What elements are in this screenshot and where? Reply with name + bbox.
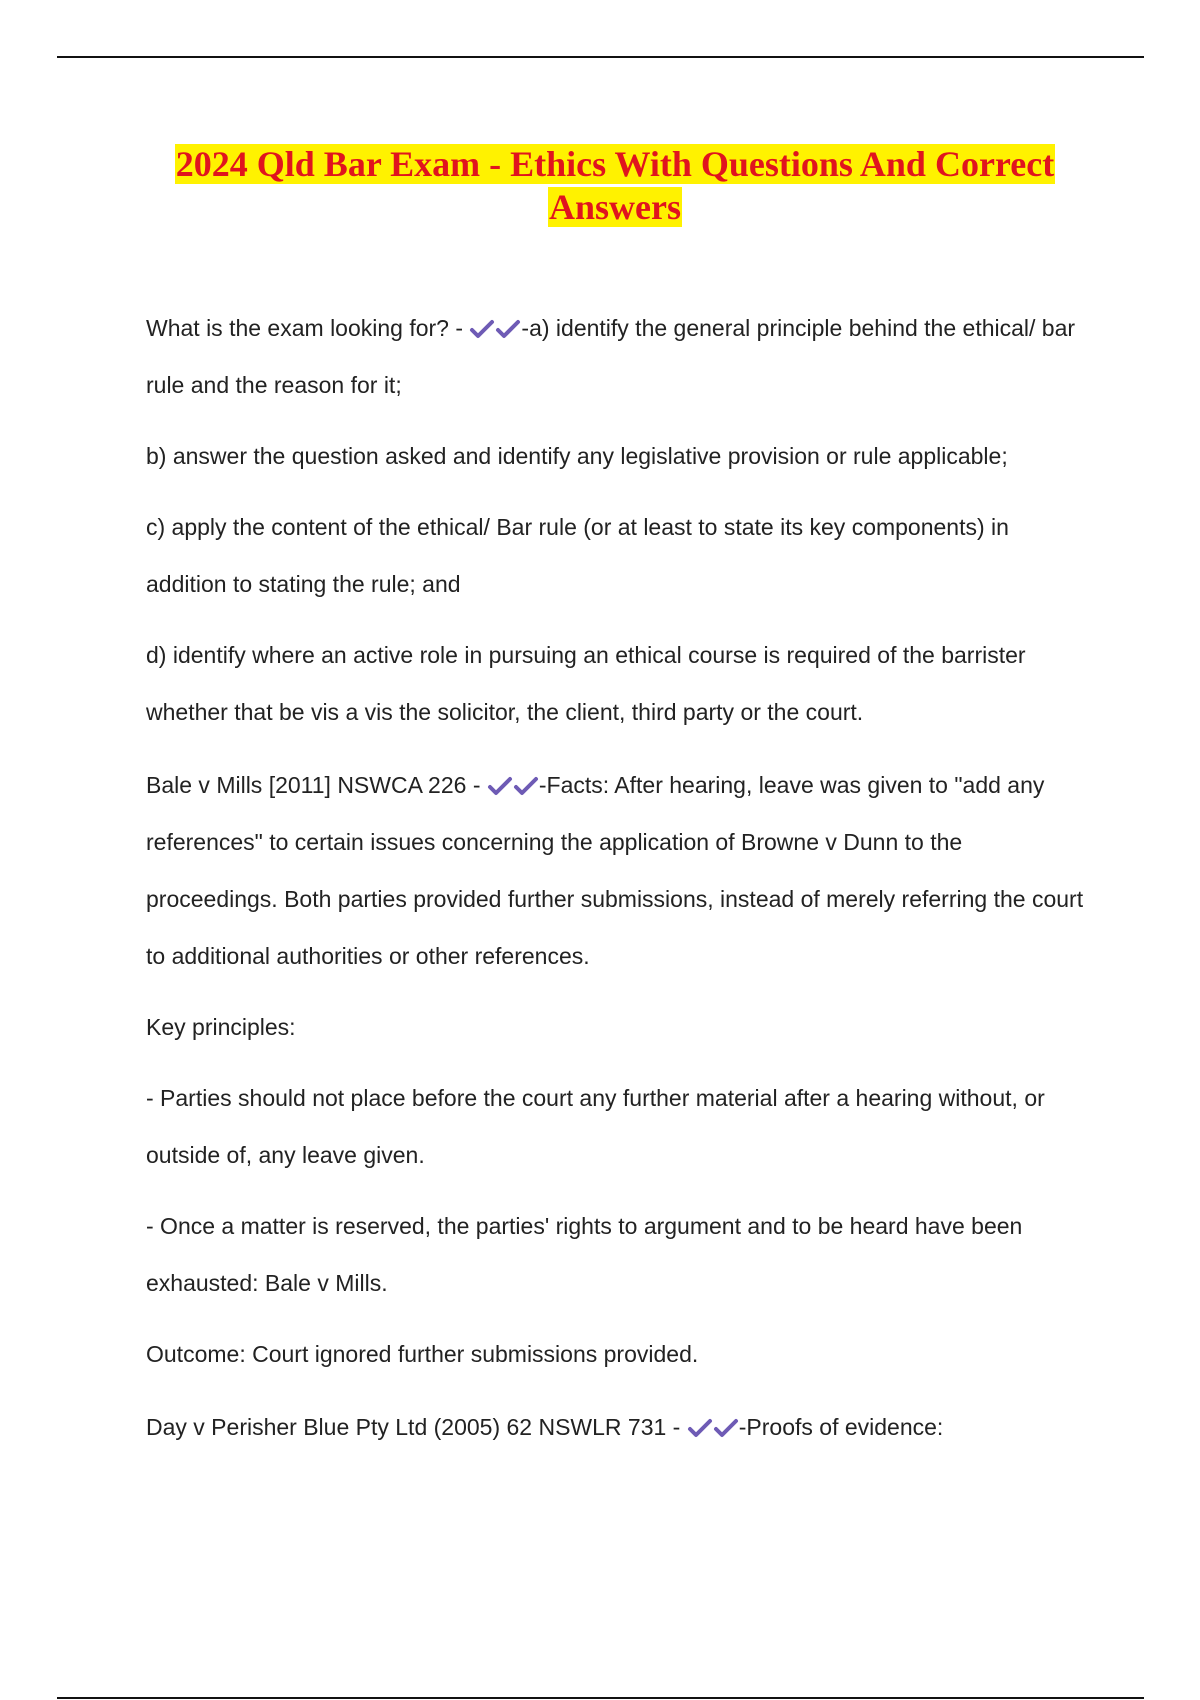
check-icon: [487, 776, 513, 796]
document-title: [140, 143, 1090, 229]
title-highlight: 2024 Qld Bar Exam - Ethics With Questions And Correct Answers: [175, 144, 1055, 227]
check-icon: [469, 319, 495, 339]
check-icon: [713, 1418, 739, 1438]
answer-paragraph: d) identify where an active role in pursuing an ethical course is required of the barrister whether that be vis a vis the solicitor, the client, third party or the court.: [146, 642, 1026, 725]
principle-item: - Parties should not place before the court any further material after a hearing without, or outside of, any leave given.: [146, 1085, 1045, 1168]
document-body: [146, 300, 1086, 1456]
answer-paragraph: b) answer the question asked and identify any legislative provision or rule applicable;: [146, 443, 1008, 469]
outcome-paragraph: Outcome: Court ignored further submissions provided.: [146, 1341, 699, 1367]
qa-item-exam-looking-for: [146, 300, 1086, 414]
principle-item: - Once a matter is reserved, the parties' rights to argument and to be heard have been exhausted: Bale v Mills.: [146, 1213, 1023, 1296]
key-principles-heading: Key principles:: [146, 1014, 296, 1040]
answer-paragraph: c) apply the content of the ethical/ Bar rule (or at least to state its key components) in addition to stating the rule; and: [146, 514, 1009, 597]
answer-text: -a) identify the general principle behind the ethical/ bar rule and the reason for it;: [146, 315, 1076, 398]
answer-text: -Facts: After hearing, leave was given to "add any references" to certain issues concerning the application of Browne v Dunn to the proceedings. Both parties provided further submissions, instead of merely referring the court to additional authorities or other references.: [146, 772, 1084, 969]
check-icon: [513, 776, 539, 796]
bottom-rule: [57, 1697, 1144, 1699]
check-icon: [495, 319, 521, 339]
qa-item-bale-v-mills: [146, 757, 1086, 985]
answer-text: -Proofs of evidence:: [738, 1414, 944, 1440]
check-icon: [687, 1418, 713, 1438]
top-rule: [57, 56, 1144, 58]
question-text: What is the exam looking for? -: [146, 315, 470, 341]
qa-item-day-v-perisher: [146, 1399, 1086, 1456]
question-text: Bale v Mills [2011] NSWCA 226 -: [146, 772, 487, 798]
question-text: Day v Perisher Blue Pty Ltd (2005) 62 NSWLR 731 -: [146, 1414, 687, 1440]
